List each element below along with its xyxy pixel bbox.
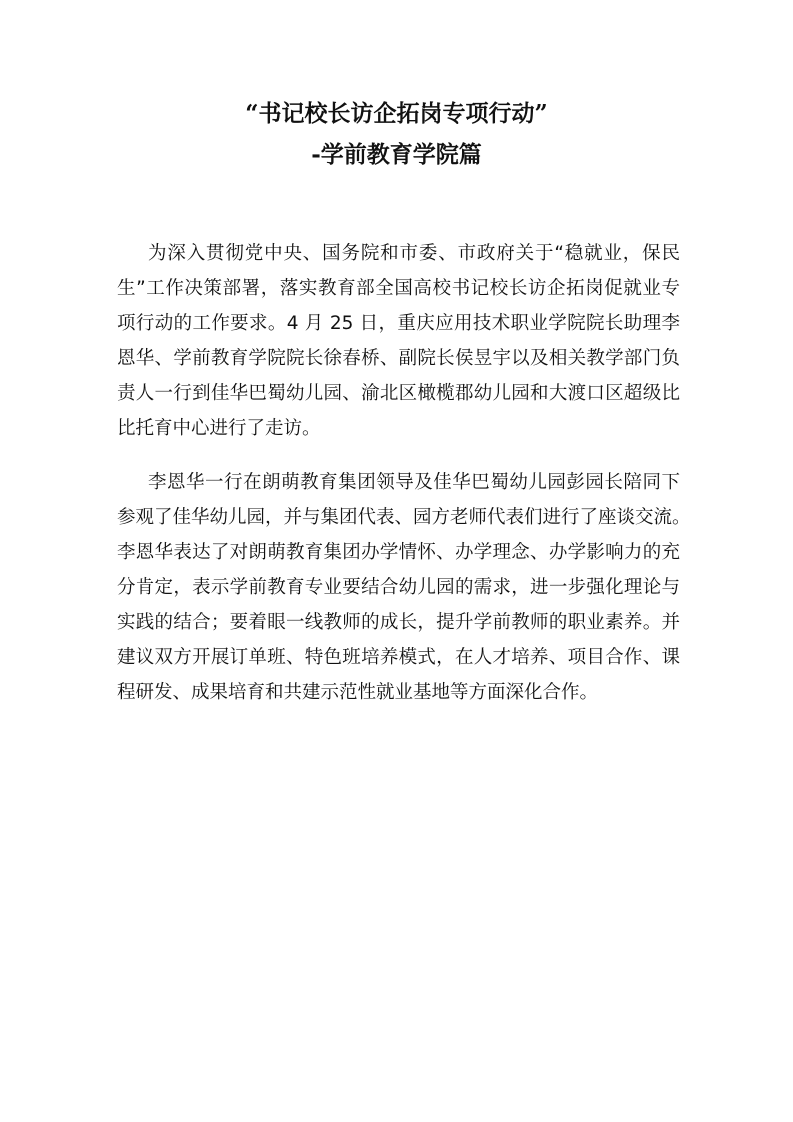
paragraph-2 xyxy=(117,465,691,710)
paragraph-line: 建议双方开展订单班、特色班培养模式，在人才培养、项目合作、课 xyxy=(117,647,680,668)
paragraph-line: 项行动的工作要求。4 月 25 日，重庆应用技术职业学院院长助理李 xyxy=(117,313,680,334)
paragraph-line: 恩华、学前教育学院院长徐春桥、副院长侯昱宇以及相关教学部门负 xyxy=(117,348,680,369)
paragraph-line: 为深入贯彻党中央、国务院和市委、市政府关于“稳就业，保民 xyxy=(148,243,680,264)
paragraph-line: 参观了佳华幼儿园，并与集团代表、园方老师代表们进行了座谈交流。 xyxy=(117,507,691,528)
title-block xyxy=(0,97,793,172)
paragraph-line: 比托育中心进行了走访。 xyxy=(117,418,321,439)
paragraph-line: 李恩华表达了对朗萌教育集团办学情怀、办学理念、办学影响力的充 xyxy=(117,542,680,563)
paragraph-line: 实践的结合；要着眼一线教师的成长，提升学前教师的职业素养。并 xyxy=(117,612,680,633)
document-title: “书记校长访企拓岗专项行动” xyxy=(245,100,548,127)
paragraph-line: 李恩华一行在朗萌教育集团领导及佳华巴蜀幼儿园彭园长陪同下 xyxy=(148,472,680,493)
paragraph-line: 责人一行到佳华巴蜀幼儿园、渝北区橄榄郡幼儿园和大渡口区超级比 xyxy=(117,383,680,404)
paragraph-1 xyxy=(117,236,680,446)
paragraph-line: 生”工作决策部署，落实教育部全国高校书记校长访企拓岗促就业专 xyxy=(117,278,680,299)
document-body xyxy=(117,236,691,710)
document-subtitle: -学前教育学院篇 xyxy=(311,141,482,168)
paragraph-line: 程研发、成果培育和共建示范性就业基地等方面深化合作。 xyxy=(117,682,599,703)
paragraph-line: 分肯定，表示学前教育专业要结合幼儿园的需求，进一步强化理论与 xyxy=(117,577,680,598)
